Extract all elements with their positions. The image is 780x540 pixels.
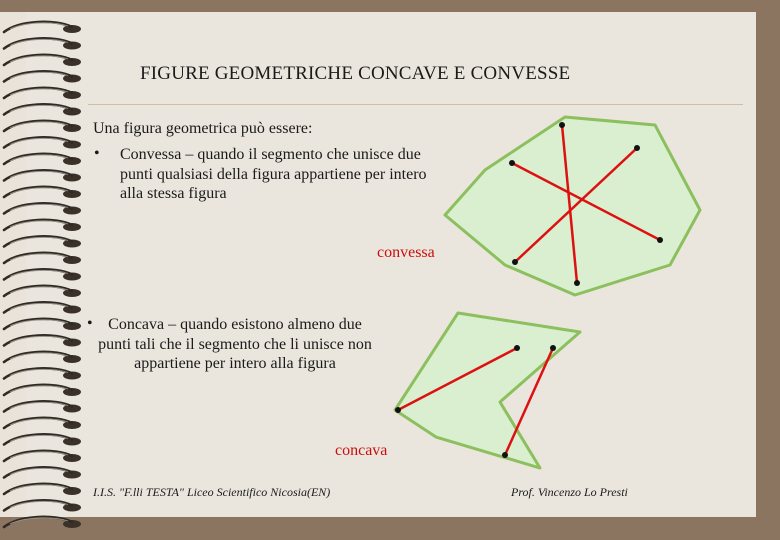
point-dot <box>574 280 580 286</box>
footer-school: I.I.S. "F.lli TESTA" Liceo Scientifico Nicosia(EN) <box>93 485 331 499</box>
bullet-convex-text: Convessa – quando il segmento che unisce due punti qualsiasi della figura appartiene per intero alla stessa figura <box>120 146 427 202</box>
point-dot <box>395 407 401 413</box>
convex-polygon <box>445 117 700 295</box>
point-dot <box>514 345 520 351</box>
point-dot <box>512 259 518 265</box>
point-dot <box>502 452 508 458</box>
bullet-concave-text: Concava – quando esistono almeno due punti tali che il segmento che li unisce non appartiene per intero alla figura <box>98 316 372 372</box>
convex-label: convessa <box>377 244 435 261</box>
point-dot <box>509 160 515 166</box>
concave-polygon <box>395 313 580 468</box>
point-dot <box>550 345 556 351</box>
slide-title: FIGURE GEOMETRICHE CONCAVE E CONVESSE <box>140 63 571 84</box>
point-dot <box>657 237 663 243</box>
bullet-concave-marker: • <box>87 315 93 332</box>
point-dot <box>634 145 640 151</box>
concave-label: concava <box>335 442 388 459</box>
point-dot <box>559 122 565 128</box>
bullet-convex-marker: • <box>94 145 100 162</box>
footer-author: Prof. Vincenzo Lo Presti <box>511 485 628 499</box>
intro-text: Una figura geometrica può essere: <box>93 120 313 137</box>
